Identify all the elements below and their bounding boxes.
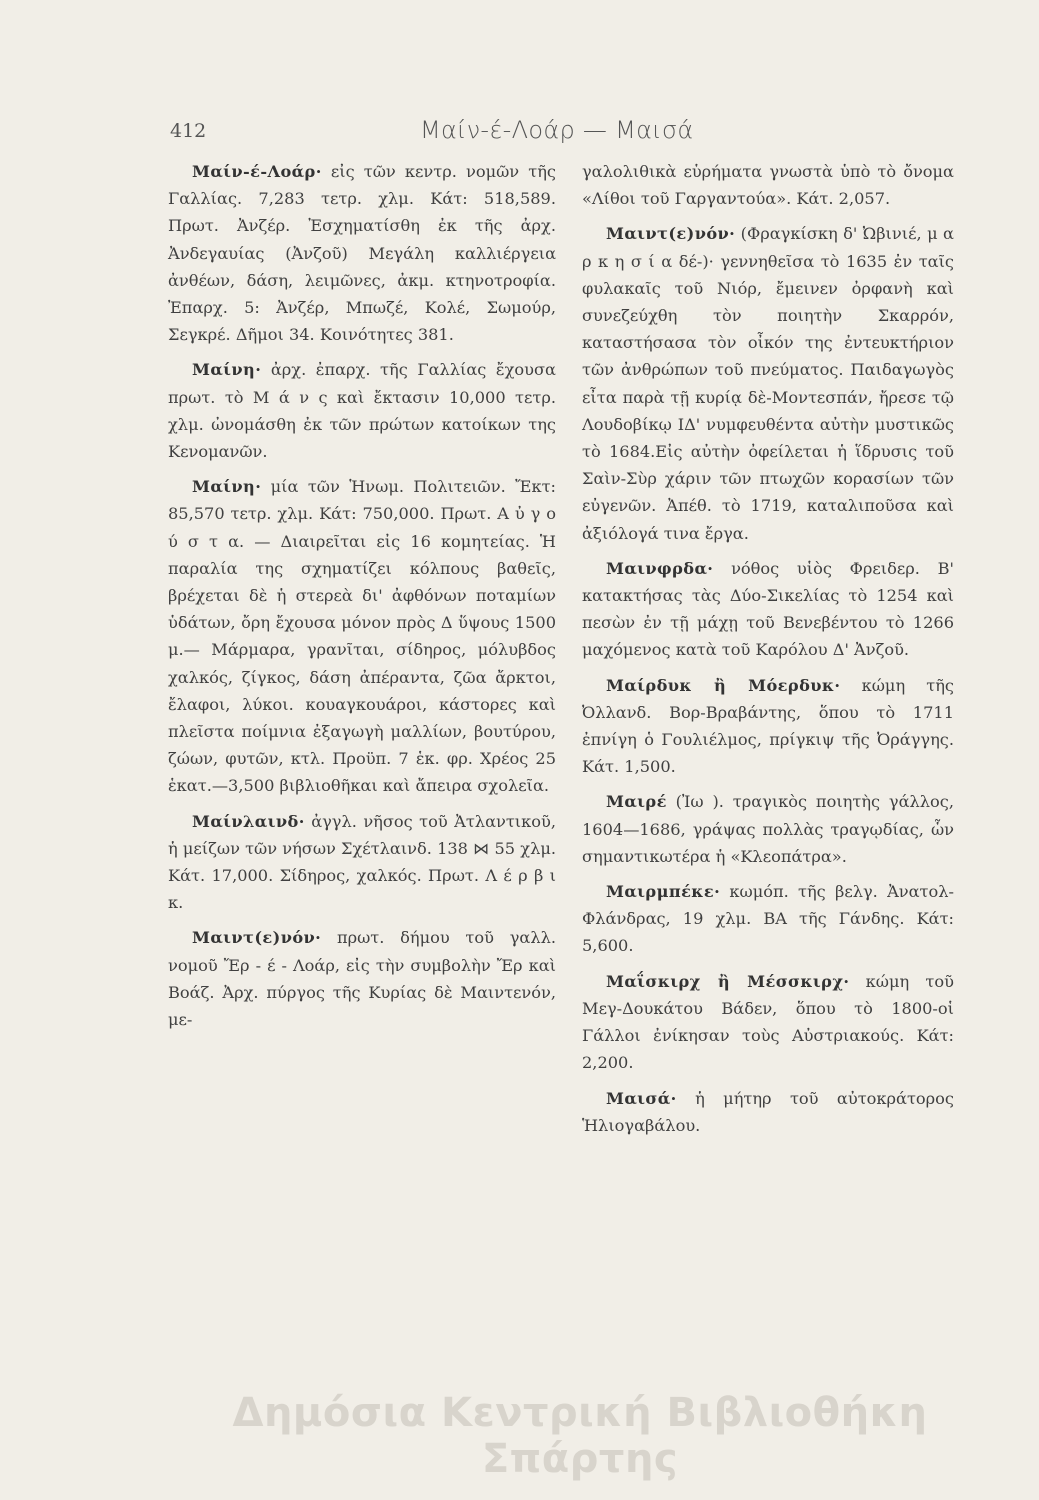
entry-text: κώμη τοῦ Μεγ-Δουκάτου Βάδεν, ὅπου τὸ 1800-οἱ Γάλλοι ἐνίκησαν τοὺς Αὐστριακούς. Κάτ: 2,200. (582, 971, 954, 1073)
right-column (582, 158, 954, 1147)
entry (582, 672, 954, 781)
entry-text: κώμη τῆς Ὀλλανδ. Βορ-Βραβάντης, ὅπου τὸ 1711 ἐπνίγη ὁ Γουλιέλμος, πρίγκιψ τῆς Ὀράγγης. Κάτ. 1,500. (582, 675, 954, 777)
headword: Μαίνη· (192, 360, 262, 380)
headword: Μαιρμπέκε· (606, 882, 721, 902)
entry-text: νόθος υἱὸς Φρειδερ. Β' κατακτήσας τὰς Δύο-Σικελίας τὸ 1254 καὶ πεσὼν ἐν τῇ μάχῃ τοῦ Βενεβέντου τὸ 1266 μαχόμενος κατὰ τοῦ Καρόλου Δ' Ἀνζοῦ. (582, 558, 954, 660)
headword: Μαίνη· (192, 477, 262, 497)
entry-text: (Φραγκίσκη δ' Ὠβινιέ, μ α ρ κ η σ ί α δέ-)· γεννηθεῖσα τὸ 1635 ἐν ταῖς φυλακαῖς τοῦ Νιόρ, ἔμεινεν ὀρφανὴ καὶ συνεζεύχθη τὸν ποιητὴν Σκαρρόν, καταστήσασα τὸν οἶκόν της ἐντευκτήριον τῶν ἀνθρώπων τοῦ πνεύματος. Παιδαγωγὸς εἶτα παρὰ τῇ κυρίᾳ δὲ-Μοντεσπάν, ἤρεσε τῷ Λουδοβίκῳ ΙΔ' νυμφευθέντα αὐτὴν μυστικῶς τὸ 1684.Εἰς αὐτὴν ὀφείλεται ἡ ἵδρυσις τοῦ Σαὶν-Σὺρ χάριν τῶν πτωχῶν κορασίων τῶν εὐγενῶν. Ἀπέθ. τὸ 1719, καταλιποῦσα καὶ ἀξιόλογά τινα ἔργα. (582, 224, 954, 543)
entry-text: ἀγγλ. νῆσος τοῦ Ἀτλαντικοῦ, ἡ μείζων τῶν νήσων Σχέτλαινδ. 138 ⋈ 55 χλμ. Κάτ. 17,000. Σίδηρος, χαλκός. Πρωτ. Λ έ ρ β ι κ. (168, 811, 556, 913)
entry-text: μία τῶν Ἡνωμ. Πολιτειῶν. Ἔκτ: 85,570 τετρ. χλμ. Κάτ: 750,000. Πρωτ. Α ὐ γ ο ύ σ τ α. — Διαιρεῖται εἰς 16 κομητείας. Ἡ παραλία της σχηματίζει κόλπους βαθεῖς, βρέχεται δὲ ἡ στερεὰ δι' ἀφθόνων ποταμίων ὑδάτων, ὄρη ἔχουσα μόνον πρὸς Δ ὕψους 1500 μ.— Μάρμαρα, γρανῖται, σίδηρος, μόλυβδος χαλκός, ζίγκος, δάση ἀπέραντα, ζῶα ἄρκτοι, ἔλαφοι, λύκοι. κουαγκουάροι, κάστορες καὶ πλεῖστα ποίμνια ἐξαγωγὴ μαλλίων, βουτύρου, ζώων, φυτῶν, κτλ. Προϋπ. 7 ἑκ. φρ. Χρέος 25 ἑκατ.—3,500 βιβλιοθῆκαι καὶ ἄπειρα σχολεῖα. (168, 477, 556, 796)
headword: Μαιρέ (606, 792, 667, 812)
entry-text: ἀρχ. ἐπαρχ. τῆς Γαλλίας ἔχουσα πρωτ. τὸ Μ ά ν ς καὶ ἔκτασιν 10,000 τετρ. χλμ. ὠνομάσθη ἐκ τῶν πρώτων κατοίκων της Κενομανῶν. (168, 360, 556, 462)
headword: Μαίνλαινδ· (192, 811, 305, 831)
entry (168, 808, 556, 917)
headword: Μαίν-έ-Λοάρ· (192, 162, 322, 181)
entry-text: εἰς τῶν κεντρ. νομῶν τῆς Γαλλίας. 7,283 τετρ. χλμ. Κάτ: 518,589. Πρωτ. Ἀνζέρ. Ἐσχηματίσθη ἐκ τῆς ἀρχ. Ἀνδεγαυίας (Ἀνζοῦ) Μεγάλη καλλιέργεια ἀνθέων, δάση, λειμῶνες, ἀκμ. κτηνοτροφία. Ἐπαρχ. 5: Ἀνζέρ, Μπωζέ, Κολέ, Σωμούρ, Σεγκρέ. Δῆμοι 34. Κοινότητες 381. (168, 162, 556, 345)
entry-continuation (582, 158, 954, 212)
headword: Μαιντ(ε)νόν· (606, 224, 736, 244)
entry-text: κωμόπ. τῆς βελγ. Ἀνατολ-Φλάνδρας, 19 χλμ. ΒΑ τῆς Γάνδης. Κάτ: 5,600. (582, 882, 954, 956)
headword: Μαίρδυκ ἢ Μόερδυκ· (606, 675, 841, 695)
entry (582, 220, 954, 546)
entry-text: γαλολιθικὰ εὑρήματα γνωστὰ ὑπὸ τὸ ὄνομα «Λίθοι τοῦ Γαργαντούα». Κάτ. 2,057. (582, 162, 954, 209)
entry (582, 878, 954, 960)
entry-text: πρωτ. δήμου τοῦ γαλλ. νομοῦ Ἔρ - έ - Λοάρ, εἰς τὴν συμβολὴν Ἔρ καὶ Βοάζ. Ἀρχ. πύργος τῆς Κυρίας δὲ Μαιντενόν, με- (168, 928, 556, 1030)
entry (582, 555, 954, 664)
entry (168, 158, 556, 348)
entry-text: ἡ μήτηρ τοῦ αὐτοκράτορος Ἡλιογαβάλου. (582, 1088, 954, 1135)
entry-text: (Ἰω ). τραγικὸς ποιητὴς γάλλος, 1604—1686, γράψας πολλὰς τραγῳδίας, ὧν σημαντικωτέρα ἡ «Κλεοπάτρα». (582, 792, 954, 866)
entry (582, 788, 954, 870)
entry (168, 356, 556, 465)
left-column (168, 158, 556, 1041)
entry (582, 968, 954, 1077)
running-title: Μαίν-έ-Λοάρ — Μαισά (420, 116, 694, 144)
headword: Μαινφρδα· (606, 558, 714, 578)
entry (168, 924, 556, 1033)
headword: Μαιντ(ε)νόν· (192, 928, 322, 948)
entry (168, 473, 556, 799)
page-number: 412 (170, 120, 207, 142)
library-watermark: Δημόσια Κεντρική Βιβλιοθήκη Σπάρτης (232, 1390, 928, 1482)
entry (582, 1085, 954, 1139)
headword: Μαισά· (606, 1088, 677, 1108)
headword: Μαΐσκιρχ ἢ Μέσσκιρχ· (606, 971, 850, 991)
